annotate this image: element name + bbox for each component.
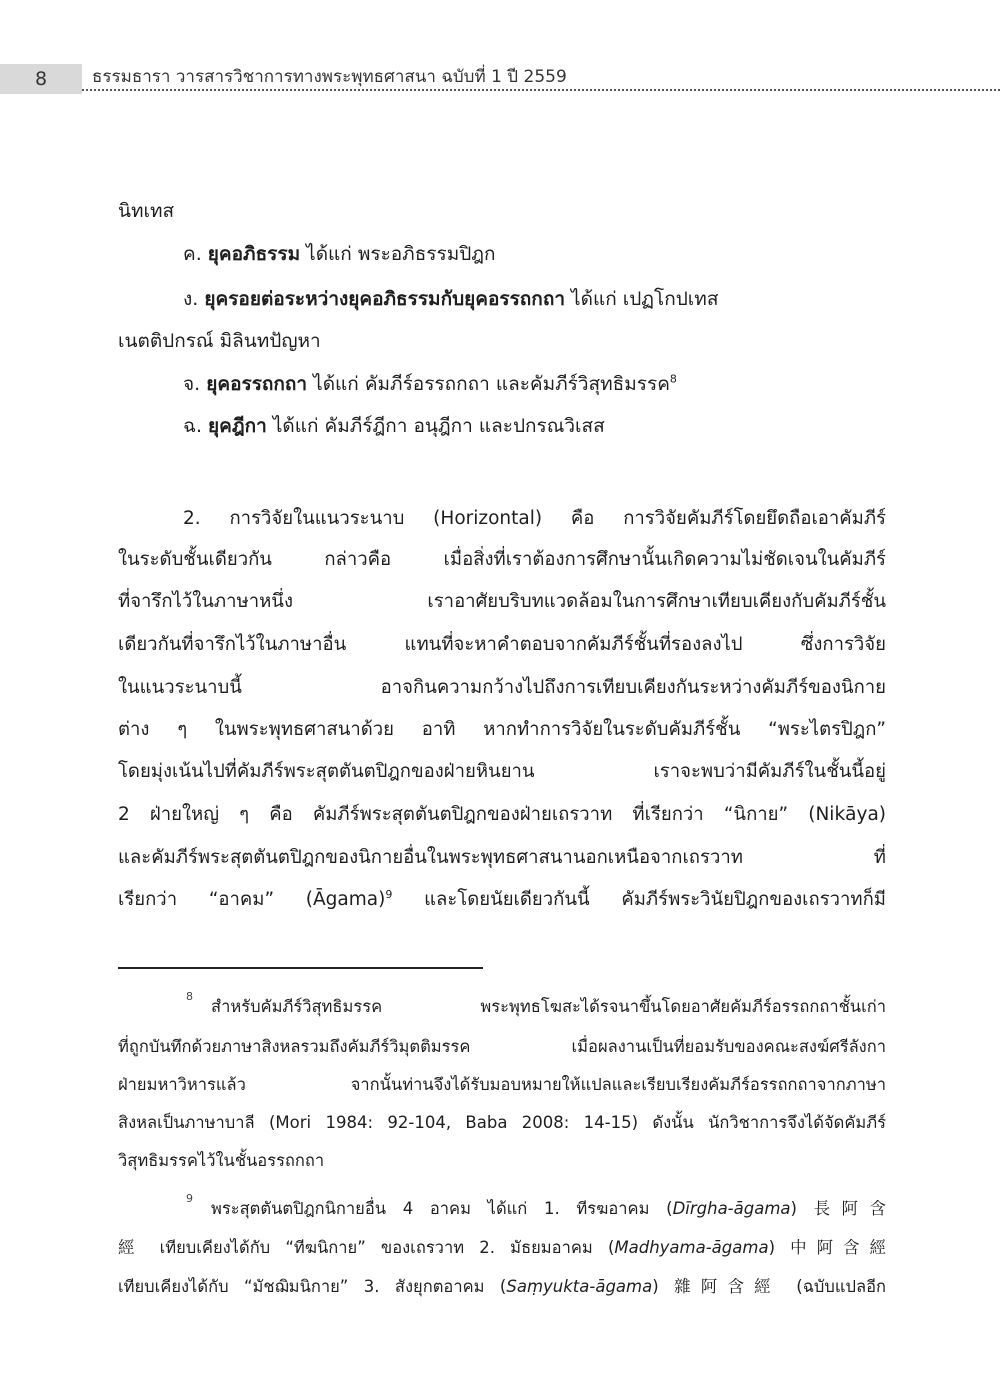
item-prefix: ง. [183, 288, 199, 310]
item-era: ยุคฎีกา [208, 415, 267, 437]
footnote-text: ) 中阿含經 [768, 1238, 886, 1257]
item-prefix: จ. [183, 373, 201, 395]
item-text: ได้แก่ คัมภีร์ฎีกา อนุฎีกา และปกรณวิเสส [272, 415, 605, 437]
footnote-ref[interactable]: 8 [669, 372, 677, 386]
item-prefix: ฉ. [183, 415, 202, 437]
footnote-italic: Madhyama-āgama [614, 1238, 769, 1257]
page-header [0, 60, 1000, 100]
footnote-line [118, 1235, 886, 1261]
footnote-line: สิงหลเป็นภาษาบาลี (Mori 1984: 92-104, Baba 2008: 14-15) ดังนั้น นักวิชาการจึงได้จัดคัมภีร์ [118, 1113, 886, 1132]
footnote-number: 8 [186, 990, 193, 1003]
footnote-line: ฝ่ายมหาวิหารแล้ว จากนั้นท่านจึงได้รับมอบหมายให้แปลและเรียบเรียงคัมภีร์อรรถกถาจากภาษา [118, 1075, 886, 1094]
paragraph-line [118, 885, 886, 915]
paragraph-line: ต่าง ๆ ในพระพุทธศาสนาด้วย อาทิ หากทำการวิจัยในระดับคัมภีร์ชั้น “พระไตรปิฎก” [118, 719, 886, 740]
item-era: ยุคอรรถกถา [206, 373, 308, 395]
paragraph-line: โดยมุ่งเน้นไปที่คัมภีร์พระสุตตันตปิฎกของฝ่ายหินยาน เราจะพบว่ามีคัมภีร์ในชั้นนี้อยู่ [118, 761, 886, 782]
footnote-italic: Dīrgha-āgama [672, 1199, 791, 1218]
running-head: ธรรมธารา วารสารวิชาการทางพระพุทธศาสนา ฉบับที่ 1 ปี 2559 [92, 67, 567, 87]
footnote-separator [118, 967, 483, 969]
paragraph-line: 2 ฝ่ายใหญ่ ๆ คือ คัมภีร์พระสุตตันตปิฎกของฝ่ายเถรวาท ที่เรียกว่า “นิกาย” (Nikāya) [118, 804, 886, 825]
paragraph-line: ในแนวระนาบนี้ อาจกินความกว้างไปถึงการเทียบเคียงกันระหว่างคัมภีร์ของนิกาย [118, 677, 886, 698]
footnote-line [183, 994, 886, 1020]
item-prefix: ค. [183, 243, 202, 265]
footnote-text: 經 เทียบเคียงได้กับ “ทีฆนิกาย” ของเถรวาท 2. มัธยมอาคม ( [118, 1238, 615, 1257]
paragraph-line: และคัมภีร์พระสุตตันตปิฎกของนิกายอื่นในพระพุทธศาสนานอกเหนือจากเถรวาท ที่ [118, 847, 886, 868]
header-dotted-rule [82, 89, 1000, 91]
footnote-line [118, 1274, 886, 1300]
footnote-text: ) 雜阿含經 (ฉบับแปลอีก [652, 1277, 887, 1296]
item-text: ได้แก่ เปฏโกปเทส [571, 288, 719, 310]
list-item [183, 284, 718, 314]
item-era: ยุคอภิธรรม [207, 243, 301, 265]
item-text: ได้แก่ คัมภีร์อรรถกถา และคัมภีร์วิสุทธิมรรค [313, 373, 670, 395]
footnote-text: สำหรับคัมภีร์วิสุทธิมรรค พระพุทธโฆสะได้รจนาขึ้นโดยอาศัยคัมภีร์อรรถกถาชั้นเก่า [211, 997, 886, 1016]
paragraph-line: ในระดับชั้นเดียวกัน กล่าวคือ เมื่อสิ่งที่เราต้องการศึกษานั้นเกิดความไม่ชัดเจนในคัมภีร์ [118, 549, 886, 570]
paragraph-line: เดียวกันที่จารึกไว้ในภาษาอื่น แทนที่จะหาคำตอบจากคัมภีร์ชั้นที่รองลงไป ซึ่งการวิจัย [118, 634, 886, 655]
footnote-line [183, 1196, 886, 1222]
paragraph-text: เรียกว่า “อาคม” (Āgama) [118, 889, 386, 910]
footnote-italic: Saṃyukta-āgama [506, 1277, 653, 1296]
footnote-text: ) 長阿含 [790, 1199, 886, 1218]
item-era: ยุครอยต่อระหว่างยุคอภิธรรมกับยุคอรรถกถา [204, 288, 565, 310]
paragraph-text: และโดยนัยเดียวกันนี้ คัมภีร์พระวินัยปิฎกของเถรวาทก็มี [392, 889, 886, 910]
footnote-ref[interactable]: 9 [385, 887, 393, 901]
footnote-text: เทียบเคียงได้กับ “มัชฌิมนิกาย” 3. สังยุกตอาคม ( [118, 1277, 507, 1296]
footnote-line: ที่ถูกบันทึกด้วยภาษาสิงหลรวมถึงคัมภีร์วิมุตติมรรค เมื่อผลงานเป็นที่ยอมรับของคณะสงฆ์ศรีลังกา [118, 1037, 886, 1056]
item-text: ได้แก่ พระอภิธรรมปิฎก [306, 243, 496, 265]
list-item [183, 239, 496, 269]
footnote-line: วิสุทธิมรรคไว้ในชั้นอรรถกถา [118, 1151, 325, 1170]
footnote-number: 9 [186, 1192, 193, 1205]
list-continuation: นิทเทส [118, 200, 175, 222]
list-item [183, 411, 605, 441]
list-item [183, 369, 677, 399]
page-number: 8 [0, 64, 82, 94]
paragraph-line: ที่จารึกไว้ในภาษาหนึ่ง เราอาศัยบริบทแวดล้อมในการศึกษาเทียบเคียงกับคัมภีร์ชั้น [118, 591, 886, 612]
list-item-continuation: เนตติปกรณ์ มิลินทปัญหา [118, 330, 321, 352]
paragraph-line: 2. การวิจัยในแนวระนาบ (Horizontal) คือ การวิจัยคัมภีร์โดยยึดถือเอาคัมภีร์ [183, 508, 886, 529]
footnote-text: พระสุตตันตปิฎกนิกายอื่น 4 อาคม ได้แก่ 1. ทีรฆอาคม ( [211, 1199, 673, 1218]
